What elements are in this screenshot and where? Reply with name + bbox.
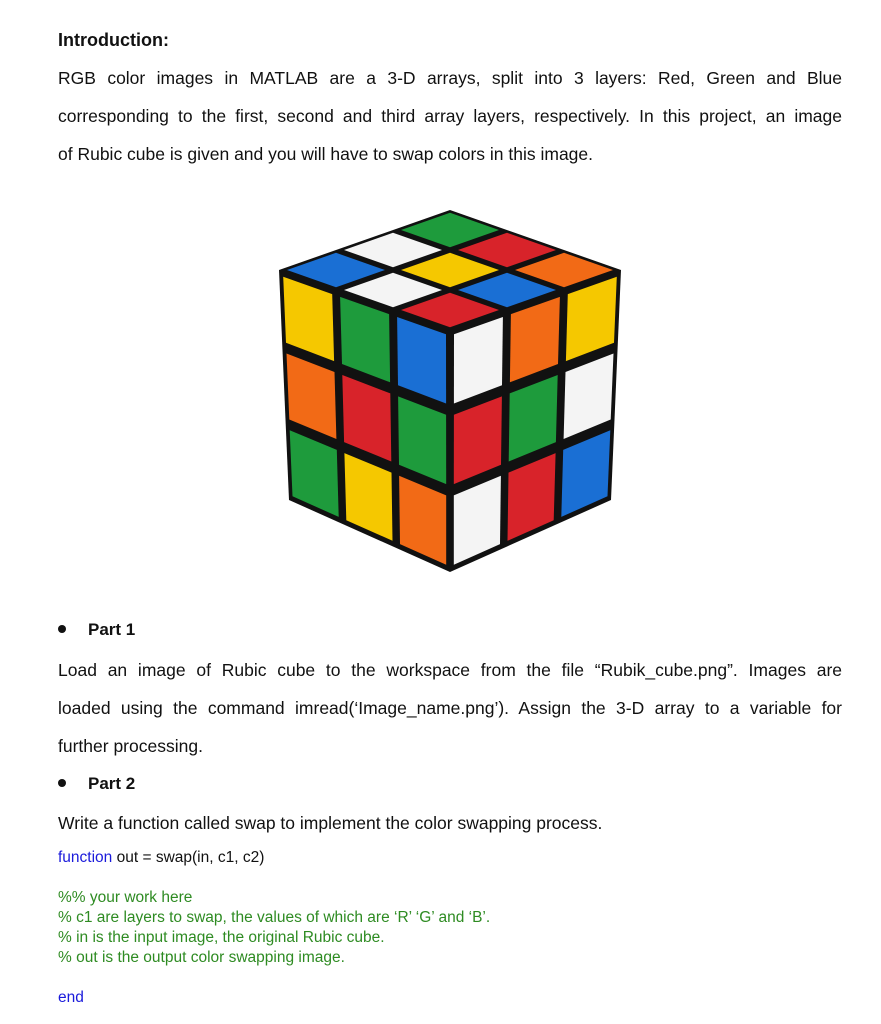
rubiks-cube-image (265, 200, 635, 590)
part1-paragraph (58, 651, 842, 765)
code-comments (58, 888, 490, 968)
code-comment-line: % out is the output color swapping image. (58, 949, 345, 966)
section-heading: Introduction: (58, 30, 169, 50)
part1-line: further processing. (58, 736, 203, 756)
code-comment-line: % in is the input image, the original Rubic cube. (58, 929, 385, 946)
bullet-dot-icon (58, 779, 66, 787)
code-keyword-end: end (58, 989, 84, 1006)
intro-paragraph (58, 59, 842, 173)
code-comment-line: %% your work here (58, 889, 193, 906)
bullet-dot-icon (58, 625, 66, 633)
code-signature: out = swap(in, c1, c2) (112, 849, 265, 866)
part1-title: Part 1 (88, 620, 136, 639)
intro-line: corresponding to the first, second and third array layers, respectively. In this project, an image (58, 106, 842, 126)
part2-bullet (58, 774, 135, 794)
code-keyword-function: function (58, 849, 113, 866)
intro-line: of Rubic cube is given and you will have to swap colors in this image. (58, 144, 593, 164)
part2-title: Part 2 (88, 774, 136, 793)
part1-line: Load an image of Rubic cube to the workspace from the file “Rubik_cube.png”. Images are (58, 660, 842, 680)
code-comment-line: % c1 are layers to swap, the values of which are ‘R’ ‘G’ and ‘B’. (58, 909, 491, 926)
intro-line: RGB color images in MATLAB are a 3-D arrays, split into 3 layers: Red, Green and Blue (58, 68, 842, 88)
part1-bullet (58, 620, 135, 640)
part1-line: loaded using the command imread(‘Image_name.png’). Assign the 3-D array to a variable for (58, 698, 842, 718)
part2-paragraph: Write a function called swap to implement the color swapping process. (58, 813, 603, 833)
code-function-signature (58, 848, 264, 868)
